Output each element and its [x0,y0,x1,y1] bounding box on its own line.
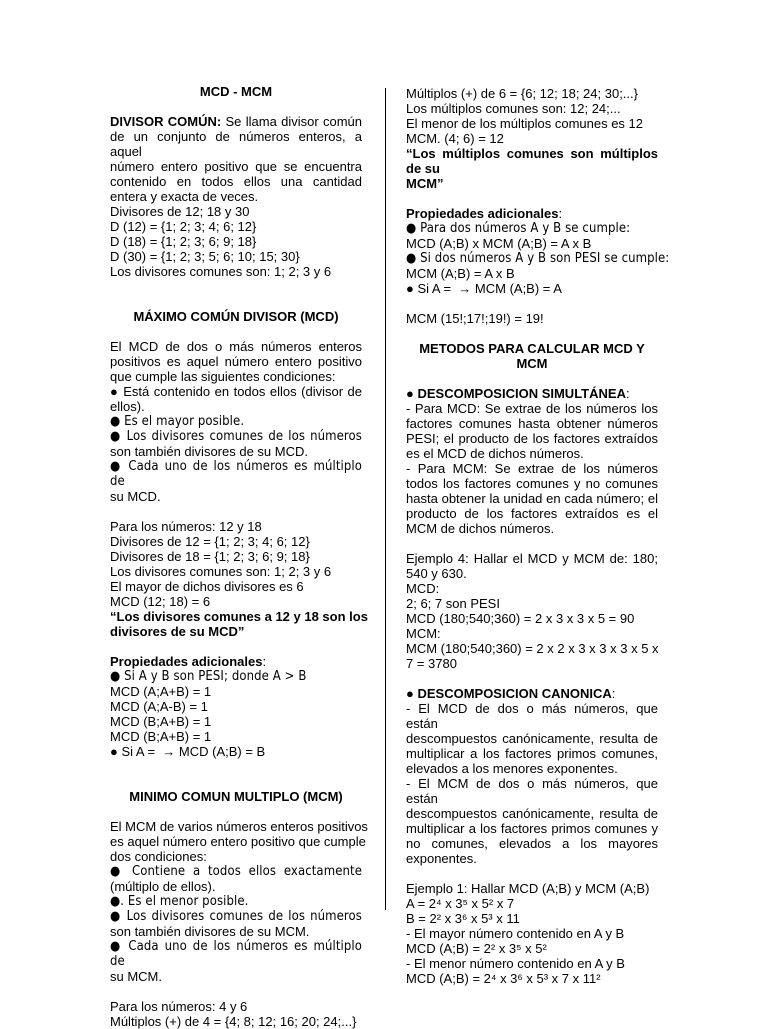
example-line: Para los números: 4 y 6 [110,999,248,1014]
example-line: Los divisores comunes son: 1; 2; 3 y 6 [110,564,332,579]
example-line: El mayor de dichos divisores es 6 [110,579,304,594]
mcm-definition-line: El MCM de varios números enteros positivos [110,819,368,834]
property-line: MCD (B;A+B) = 1 [110,729,212,744]
metodos-heading: MCM [516,356,548,371]
quote-line: MCM” [406,176,444,191]
divisor-comun-line: contenido en todos ellos una cantidad [110,174,362,189]
desc-canonica-line: - El MCD de dos o más números, que están [406,701,658,731]
divisor-comun-line: número entero positivo que se encuentra [110,159,362,174]
example-line: Para los números: 12 y 18 [110,519,262,534]
example-line: 7 = 3780 [406,656,457,671]
example-line: MCD (A;B) = 2² x 3⁵ x 5² [406,941,547,956]
example-line: 540 y 630. [406,566,467,581]
example-line: Múltiplos (+) de 4 = {4; 8; 12; 16; 20; 24;...} [110,1014,357,1029]
mcm-condition-line: ● Los divisores comunes de los números [110,909,362,924]
example-line: MCD (A;B) = 2⁴ x 3⁶ x 5³ x 7 x 11² [406,971,601,986]
desc-canonica-line: multiplicar a los factores primos comunes, [406,746,658,761]
desc-canonica-line: elevados a los menores exponentes. [406,761,618,776]
property-line: ● Si A = → MCM (A;B) = A [406,281,562,296]
property-line: ● Si A = → MCD (A;B) = B [110,744,266,759]
divisor-comun-line: de un conjunto de números enteros, a aquel [110,129,362,159]
desc-simultanea-line: es el MCD de dichos números. [406,446,584,461]
left-column [110,84,368,1029]
mcm-condition-line: ●. Es el menor posible. [110,894,249,909]
example-line: Múltiplos (+) de 6 = {6; 12; 18; 24; 30;...} [406,86,638,101]
mcm-definition-line: dos condiciones: [110,849,207,864]
property-line: MCD (A;A+B) = 1 [110,684,212,699]
mcd-definition-line: positivos es aquel número entero positivo [110,354,362,369]
example-line: MCM (180;540;360) = 2 x 2 x 3 x 3 x 3 x 5 x [406,641,659,656]
example-line: Ejemplo 1: Hallar MCD (A;B) y MCM (A;B) [406,881,650,896]
example-line: MCD (12; 18) = 6 [110,594,211,609]
column-divider [385,88,386,910]
mcd-condition-line: ellos). [110,399,145,414]
mcm-heading: MINIMO COMUN MULTIPLO (MCM) [129,789,343,804]
desc-simultanea-line: PESI; el producto de los factores extraídos [406,431,658,446]
desc-canonica-line: descompuestos canónicamente, resulta de [406,731,658,746]
mcm-condition-line: su MCM. [110,969,162,984]
property-line: MCM (A;B) = A x B [406,266,515,281]
example-line: D (12) = {1; 2; 3; 4; 6; 12} [110,219,257,234]
mcm-condition-line: (múltiplo de ellos). [110,879,216,894]
right-column [406,86,670,986]
property-line: ● Si dos números A y B son PESI se cumple: [406,251,670,266]
mcm-condition-line: ● Cada uno de los números es múltiplo de [110,939,362,969]
mcd-heading: MÁXIMO COMÚN DIVISOR (MCD) [133,309,339,324]
mcd-condition-line: ● Los divisores comunes de los números [110,429,362,444]
desc-canonica-line: exponentes. [406,851,477,866]
page-title: MCD - MCM [199,84,273,99]
mcd-condition-line: su MCD. [110,489,161,504]
desc-canonica-line: multiplicar a los factores primos comunes y [406,821,658,836]
mcm-condition-line: son también divisores de su MCM. [110,924,310,939]
mcd-definition-line: El MCD de dos o más números enteros [110,339,362,354]
desc-simultanea-line: - Para MCM: Se extrae de los números [406,461,658,476]
desc-simultanea-line: factores comunes hasta obtener números [406,416,658,431]
example-line: - El menor número contenido en A y B [406,956,625,971]
quote-line: divisores de su MCD” [110,624,245,639]
mcd-condition-line: son también divisores de su MCD. [110,444,308,459]
example-line: MCD: [406,581,440,596]
example-line: D (30) = {1; 2; 3; 5; 6; 10; 15; 30} [110,249,300,264]
desc-simultanea-line: todos los factores comunes y no comunes [406,476,658,491]
metodos-heading: METODOS PARA CALCULAR MCD Y [419,341,645,356]
example-line: MCM: [406,626,441,641]
properties-title: Propiedades adicionales: [406,206,563,221]
example-line: D (18) = {1; 2; 3; 6; 9; 18} [110,234,257,249]
example-line: Divisores de 12 = {1; 2; 3; 4; 6; 12} [110,534,310,549]
mcm-definition-line: es aquel número entero positivo que cumple [110,834,366,849]
divisor-comun-term: DIVISOR COMÚN: [110,114,222,129]
example-line: MCM. (4; 6) = 12 [406,131,504,146]
mcd-condition-line: ● Cada uno de los números es múltiplo de [110,459,362,489]
property-line: ● Si A y B son PESI; donde A > B [110,669,307,684]
mcm-condition-line: ● Contiene a todos ellos exactamente [110,864,362,879]
factorial-example: MCM (15!;17!;19!) = 19! [406,311,544,326]
example-line: Ejemplo 4: Hallar el MCD y MCM de: 180; [406,551,658,566]
example-line: A = 2⁴ x 3⁵ x 5² x 7 [406,896,515,911]
example-line: El menor de los múltiplos comunes es 12 [406,116,644,131]
mcd-definition-line: que cumple las siguientes condiciones: [110,369,336,384]
quote-line: de su [406,161,440,176]
desc-canonica-line: - El MCM de dos o más números, que están [406,776,658,806]
desc-simultanea-line: hasta obtener la unidad en cada número; el [406,491,658,506]
example-line: B = 2² x 3⁶ x 5³ x 11 [406,911,520,926]
example-line: Los divisores comunes son: 1; 2; 3 y 6 [110,264,332,279]
example-line: - El mayor número contenido en A y B [406,926,625,941]
mcd-condition-line: ● Está contenido en todos ellos (divisor de [110,384,362,399]
property-line: ● Para dos números A y B se cumple: [406,221,631,236]
quote-line: “Los múltiplos comunes son múltiplos [406,146,658,161]
desc-simultanea-line: - Para MCD: Se extrae de los números los [406,401,658,416]
properties-title: Propiedades adicionales: [110,654,267,669]
desc-simultanea-title: ● DESCOMPOSICION SIMULTÁNEA: [406,386,630,401]
desc-canonica-title: ● DESCOMPOSICION CANONICA: [406,686,616,701]
desc-canonica-line: descompuestos canónicamente, resulta de [406,806,658,821]
example-line: Divisores de 12; 18 y 30 [110,204,250,219]
divisor-comun-line-1: DIVISOR COMÚN: Se llama divisor común [110,114,363,129]
example-line: MCD (180;540;360) = 2 x 3 x 3 x 5 = 90 [406,611,635,626]
desc-simultanea-line: producto de los factores extraídos es el [406,506,658,521]
mcd-condition-line: ● Es el mayor posible. [110,414,245,429]
desc-canonica-line: no comunes, elevados a los mayores [406,836,658,851]
property-line: MCD (A;B) x MCM (A;B) = A x B [406,236,592,251]
example-line: Los múltiplos comunes son: 12; 24;... [406,101,621,116]
example-line: 2; 6; 7 son PESI [406,596,500,611]
desc-simultanea-line: MCM de dichos números. [406,521,555,536]
property-line: MCD (A;A-B) = 1 [110,699,208,714]
quote-line: “Los divisores comunes a 12 y 18 son los [110,609,368,624]
divisor-comun-line: entera y exacta de veces. [110,189,259,204]
property-line: MCD (B;A+B) = 1 [110,714,212,729]
example-line: Divisores de 18 = {1; 2; 3; 6; 9; 18} [110,549,310,564]
